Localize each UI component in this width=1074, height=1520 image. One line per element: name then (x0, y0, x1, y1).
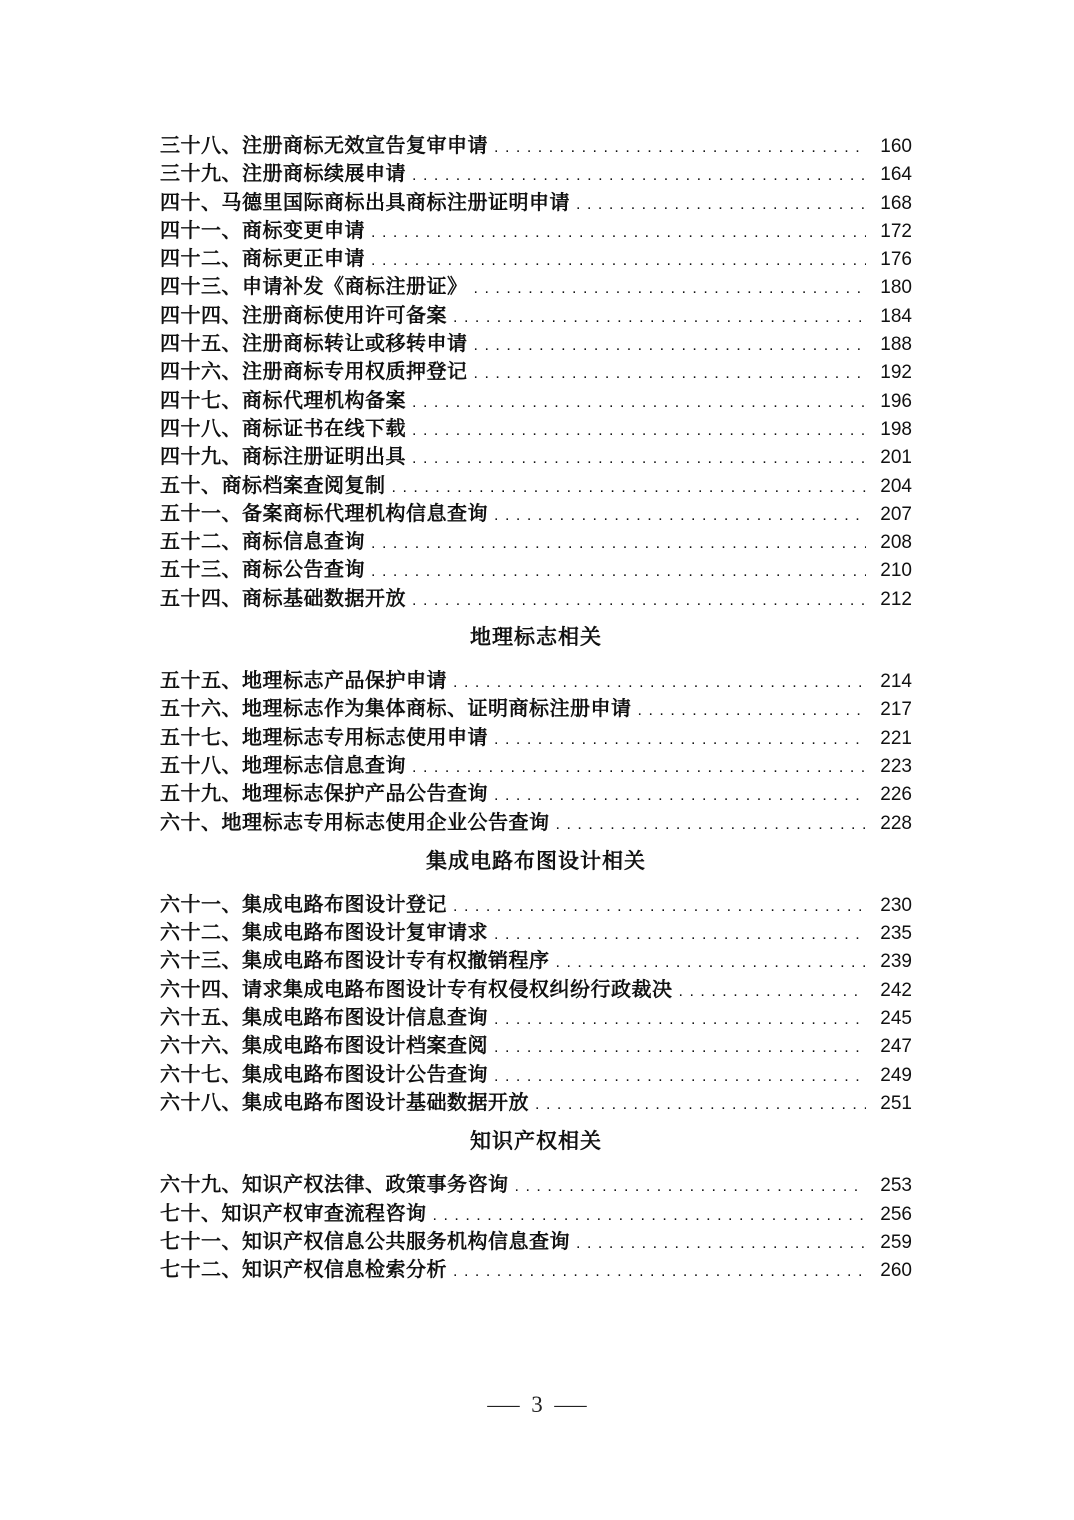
toc-entry-title: 三十九、注册商标续展申请 (160, 163, 406, 186)
dot-leader (371, 252, 866, 270)
dot-leader (412, 450, 866, 468)
toc-entry-page-number: 256 (880, 1203, 912, 1225)
dot-leader (494, 787, 866, 805)
toc-entry-page-number: 212 (880, 588, 912, 610)
dot-leader (371, 563, 866, 581)
section-header: 地理标志相关 (470, 626, 602, 650)
toc-entry-title: 六十、地理标志专用标志使用企业公告查询 (160, 811, 550, 834)
dot-leader (556, 816, 867, 834)
toc-entry (160, 1029, 912, 1057)
toc-entry-title: 四十四、注册商标使用许可备案 (160, 304, 447, 327)
dot-leader (392, 479, 867, 497)
toc-entry (160, 1086, 912, 1114)
footer-dash-left: — (487, 1392, 520, 1417)
toc-entry (160, 299, 912, 327)
toc-entry-page-number: 245 (880, 1008, 912, 1030)
toc-entry (160, 525, 912, 553)
toc-entry-page-number: 230 (880, 894, 912, 916)
dot-leader (494, 731, 866, 749)
toc-entry-title: 五十五、地理标志产品保护申请 (160, 670, 447, 693)
dot-leader (412, 422, 866, 440)
toc-entry (160, 1253, 912, 1281)
toc-entry-page-number: 242 (880, 979, 912, 1001)
toc-entry-title: 六十五、集成电路布图设计信息查询 (160, 1007, 488, 1030)
toc-entry-page-number: 201 (880, 447, 912, 469)
toc-entry-page-number: 260 (880, 1260, 912, 1282)
dot-leader (474, 337, 867, 355)
toc-entry-title: 五十九、地理标志保护产品公告查询 (160, 783, 488, 806)
toc-entry (160, 777, 912, 805)
toc-entry-page-number: 247 (880, 1036, 912, 1058)
dot-leader (494, 1039, 866, 1057)
toc-entry-title: 五十六、地理标志作为集体商标、证明商标注册申请 (160, 698, 632, 721)
toc-entry-page-number: 214 (880, 671, 912, 693)
toc-entry (160, 412, 912, 440)
toc-entry-title: 五十三、商标公告查询 (160, 559, 365, 582)
toc-entry-title: 六十七、集成电路布图设计公告查询 (160, 1063, 488, 1086)
toc-entry-title: 七十一、知识产权信息公共服务机构信息查询 (160, 1230, 570, 1253)
toc-entry (160, 497, 912, 525)
toc-entry (160, 916, 912, 944)
dot-leader (412, 759, 866, 777)
toc-entry-page-number: 239 (880, 951, 912, 973)
toc-entry (160, 1058, 912, 1086)
toc-entry (160, 664, 912, 692)
toc-entry (160, 888, 912, 916)
toc-entry-title: 三十八、注册商标无效宣告复审申请 (160, 135, 488, 157)
toc-entry-page-number: 176 (880, 249, 912, 271)
toc-entry-title: 五十、商标档案查阅复制 (160, 474, 386, 497)
dot-leader (453, 309, 866, 327)
toc-entry-title: 七十二、知识产权信息检索分析 (160, 1259, 447, 1282)
toc-entry-page-number: 172 (880, 220, 912, 242)
toc-entry-page-number: 160 (880, 136, 912, 157)
toc-entry-page-number: 251 (880, 1092, 912, 1114)
toc-entry-title: 六十二、集成电路布图设计复审请求 (160, 922, 488, 945)
dot-leader (412, 394, 866, 412)
toc-entry-page-number: 228 (880, 812, 912, 834)
toc-entry-page-number: 223 (880, 755, 912, 777)
toc-entry-title: 四十、马德里国际商标出具商标注册证明申请 (160, 191, 570, 214)
toc-entry-title: 五十七、地理标志专用标志使用申请 (160, 726, 488, 749)
toc-entry-page-number: 226 (880, 784, 912, 806)
dot-leader (453, 898, 866, 916)
toc-entry-page-number: 180 (880, 277, 912, 299)
dot-leader (453, 674, 866, 692)
toc-entry (160, 186, 912, 214)
toc-entry (160, 1168, 912, 1196)
toc-entry (160, 553, 912, 581)
footer-page-number: 3 (531, 1392, 543, 1417)
toc-entry-page-number: 249 (880, 1064, 912, 1086)
dot-leader (576, 1235, 866, 1253)
dot-leader (494, 926, 866, 944)
toc-entry (160, 1001, 912, 1029)
toc-entry-page-number: 221 (880, 727, 912, 749)
toc-entry-title: 四十一、商标变更申请 (160, 219, 365, 242)
section-header: 集成电路布图设计相关 (426, 849, 646, 873)
toc-entry-page-number: 208 (880, 532, 912, 554)
toc-entry-title: 四十九、商标注册证明出具 (160, 446, 406, 469)
dot-leader (535, 1096, 866, 1114)
toc-entry-page-number: 196 (880, 390, 912, 412)
toc-entry-page-number: 192 (880, 362, 912, 384)
toc-entry (160, 327, 912, 355)
toc-entry (160, 692, 912, 720)
dot-leader (638, 702, 867, 720)
toc-entry (160, 242, 912, 270)
toc-entry-title: 四十三、申请补发《商标注册证》 (160, 276, 468, 299)
dot-leader (494, 507, 866, 525)
dot-leader (453, 1263, 866, 1281)
toc-entry-title: 六十四、请求集成电路布图设计专有权侵权纠纷行政裁决 (160, 978, 673, 1001)
toc-entry-title: 六十一、集成电路布图设计登记 (160, 893, 447, 916)
dot-leader (576, 196, 866, 214)
toc-entry (160, 749, 912, 777)
toc-entry-page-number: 259 (880, 1231, 912, 1253)
dot-leader (556, 954, 867, 972)
dot-leader (474, 365, 867, 383)
toc-entry (160, 157, 912, 185)
toc-entry-title: 四十六、注册商标专用权质押登记 (160, 361, 468, 384)
toc-entry (160, 469, 912, 497)
footer-dash-right: — (554, 1392, 587, 1417)
dot-leader (515, 1178, 867, 1196)
toc-entry (160, 1197, 912, 1225)
toc-entry-page-number: 210 (880, 560, 912, 582)
toc-entry-page-number: 164 (880, 164, 912, 186)
toc-entry-page-number: 235 (880, 923, 912, 945)
toc-entry-page-number: 168 (880, 192, 912, 214)
toc-entry-title: 四十二、商标更正申请 (160, 248, 365, 271)
toc-entry (160, 129, 912, 157)
dot-leader (494, 1068, 866, 1086)
dot-leader (494, 139, 866, 157)
section-header: 知识产权相关 (470, 1130, 602, 1154)
toc-entry-page-number: 204 (880, 475, 912, 497)
toc-entry-page-number: 253 (880, 1175, 912, 1197)
toc-entry-page-number: 198 (880, 418, 912, 440)
toc-entry-title: 五十二、商标信息查询 (160, 531, 365, 554)
dot-leader (371, 224, 866, 242)
page-footer (0, 1392, 1074, 1418)
toc-entry-page-number: 217 (880, 699, 912, 721)
toc-entry-title: 六十三、集成电路布图设计专有权撤销程序 (160, 950, 550, 973)
toc-entry (160, 214, 912, 242)
toc-entry-title: 四十八、商标证书在线下载 (160, 417, 406, 440)
toc-entry-title: 五十八、地理标志信息查询 (160, 754, 406, 777)
toc-entry-page-number: 184 (880, 305, 912, 327)
toc-entry (160, 1225, 912, 1253)
toc-entry-title: 六十六、集成电路布图设计档案查阅 (160, 1035, 488, 1058)
toc-entry (160, 944, 912, 972)
toc-entry-title: 六十八、集成电路布图设计基础数据开放 (160, 1091, 529, 1114)
toc-entry (160, 721, 912, 749)
toc-entry (160, 582, 912, 610)
toc-entry-title: 四十五、注册商标转让或移转申请 (160, 333, 468, 356)
toc-entry-title: 六十九、知识产权法律、政策事务咨询 (160, 1174, 509, 1197)
toc-entry (160, 806, 912, 834)
table-of-contents (160, 129, 912, 1281)
dot-leader (494, 1011, 866, 1029)
dot-leader (433, 1207, 867, 1225)
toc-entry-title: 七十、知识产权审查流程咨询 (160, 1202, 427, 1225)
toc-entry (160, 384, 912, 412)
toc-entry-page-number: 188 (880, 334, 912, 356)
dot-leader (371, 535, 866, 553)
dot-leader (412, 592, 866, 610)
toc-entry-title: 五十一、备案商标代理机构信息查询 (160, 502, 488, 525)
toc-entry-title: 五十四、商标基础数据开放 (160, 587, 406, 610)
toc-entry-page-number: 207 (880, 503, 912, 525)
dot-leader (474, 280, 867, 298)
dot-leader (412, 167, 866, 185)
toc-entry (160, 355, 912, 383)
dot-leader (679, 983, 867, 1001)
toc-entry-title: 四十七、商标代理机构备案 (160, 389, 406, 412)
toc-entry (160, 973, 912, 1001)
toc-entry (160, 270, 912, 298)
toc-entry (160, 440, 912, 468)
